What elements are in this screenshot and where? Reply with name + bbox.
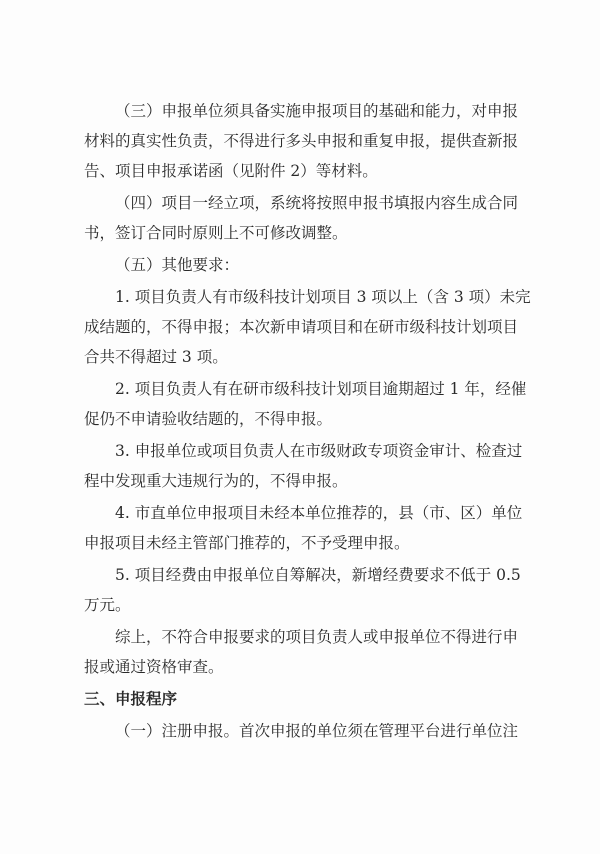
- text-line: 2. 项目负责人有在研市级科技计划项目逾期超过 1 年，经催: [115, 380, 527, 398]
- text-line: 4. 市直单位申报项目未经本单位推荐的，县（市、区）单位: [115, 504, 523, 522]
- text-line: 3. 申报单位或项目负责人在市级财政专项资金审计、检查过: [115, 442, 523, 460]
- text-line: （五）其他要求：: [115, 256, 240, 274]
- text-line: （三）申报单位须具备实施申报项目的基础和能力，对申报: [115, 102, 519, 120]
- text-line: 程中发现重大违规行为的，不得申报。: [84, 472, 348, 490]
- text-line: 1. 项目负责人有市级科技计划项目 3 项以上（含 3 项）未完: [115, 288, 531, 306]
- text-line: 书，签订合同时原则上不可修改调整。: [84, 224, 348, 242]
- text-line: 合共不得超过 3 项。: [84, 348, 228, 366]
- paragraph-registration: [84, 716, 530, 746]
- paragraph-requirement-4: [84, 188, 530, 248]
- list-item-2: [84, 374, 530, 434]
- text-line: （四）项目一经立项，系统将按照申报书填报内容生成合同: [115, 194, 519, 212]
- text-line: 报或通过资格审查。: [84, 658, 224, 676]
- text-line: 5. 项目经费由申报单位自筹解决，新增经费要求不低于 0.5: [115, 566, 521, 584]
- section-heading: 三、申报程序: [84, 690, 178, 708]
- text-line: 成结题的，不得申报；本次新申请项目和在研市级科技计划项目: [84, 318, 519, 336]
- paragraph-summary: [84, 622, 530, 682]
- list-item-3: [84, 436, 530, 496]
- text-line: 材料的真实性负责，不得进行多头申报和重复申报，提供查新报: [84, 132, 519, 150]
- text-line: （一）注册申报。首次申报的单位须在管理平台进行单位注: [115, 722, 519, 740]
- list-item-4: [84, 498, 530, 558]
- text-line: 告、项目申报承诺函（见附件 2）等材料。: [84, 162, 378, 180]
- text-line: 促仍不申请验收结题的，不得申报。: [84, 410, 333, 428]
- paragraph-requirement-5-title: [84, 250, 530, 280]
- list-item-1: [84, 282, 530, 372]
- list-item-5: [84, 560, 530, 620]
- text-line: 万元。: [84, 596, 131, 614]
- text-line: 综上，不符合申报要求的项目负责人或申报单位不得进行申: [115, 628, 519, 646]
- document-body: [84, 96, 530, 746]
- paragraph-requirement-3: [84, 96, 530, 186]
- text-line: 申报项目未经主管部门推荐的，不予受理申报。: [84, 534, 410, 552]
